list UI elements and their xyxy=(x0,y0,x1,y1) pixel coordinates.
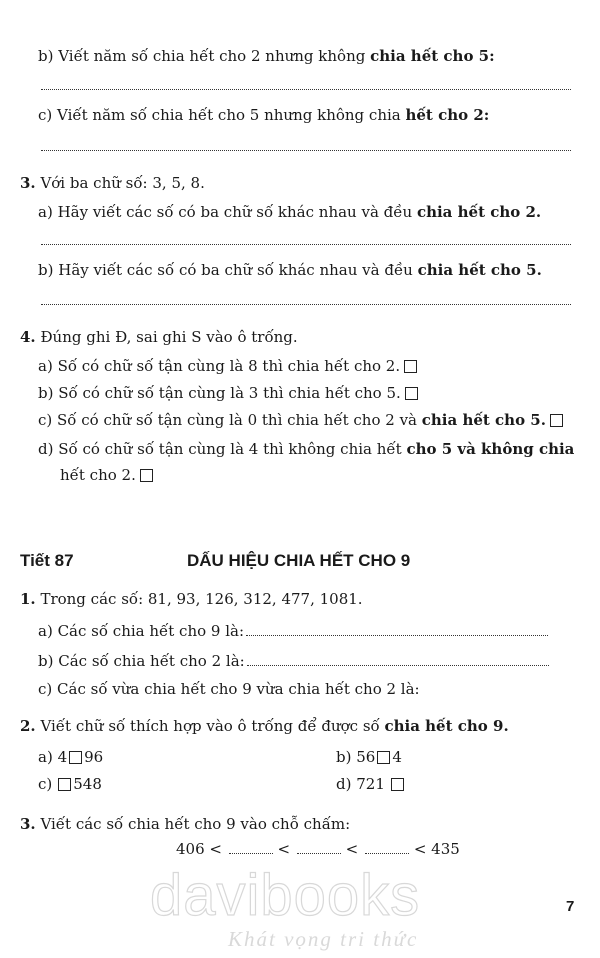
l1-b xyxy=(38,652,549,670)
answer-box-l2-b[interactable] xyxy=(377,751,390,764)
ex4-d-cont xyxy=(60,466,153,484)
ex4-title xyxy=(20,328,298,346)
l2-a-label: a) xyxy=(38,748,53,766)
answer-box-ex4-c[interactable] xyxy=(550,414,563,427)
l3-title-text: Viết các số chia hết cho 9 vào chỗ chấm: xyxy=(35,815,351,833)
ex3-b-label: b) xyxy=(38,261,54,279)
l2-title-text: Viết chữ số thích hợp vào ô trống để được số xyxy=(35,717,385,735)
l2-b-pre: 56 xyxy=(356,748,376,766)
ex2-b-bold: chia hết cho 5: xyxy=(370,47,495,65)
l1-a-label: a) xyxy=(38,622,53,640)
ex4-d-line2: hết cho 2. xyxy=(60,466,136,484)
lesson-label: Tiết 87 xyxy=(20,551,74,570)
l2-b-label: b) xyxy=(336,748,352,766)
ex4-number: 4. xyxy=(20,328,36,346)
l1-b-text: Các số chia hết cho 2 là: xyxy=(53,652,245,670)
answer-box-l2-a[interactable] xyxy=(69,751,82,764)
ex3-title-text: Với ba chữ số: 3, 5, 8. xyxy=(35,174,205,192)
answer-line-ex2-b[interactable] xyxy=(41,89,571,90)
answer-box-ex4-d[interactable] xyxy=(140,469,153,482)
ex3-title xyxy=(20,174,205,192)
ex4-d-bold: cho 5 và không chia xyxy=(406,440,575,458)
answer-blank-l3-3[interactable] xyxy=(365,853,409,854)
answer-box-ex4-b[interactable] xyxy=(405,387,418,400)
l3-title xyxy=(20,815,350,833)
l2-c xyxy=(38,775,102,793)
l3-start: 406 < xyxy=(176,840,222,858)
l3-inequality xyxy=(176,840,460,858)
l2-a-pre: 4 xyxy=(57,748,68,766)
l1-a-text: Các số chia hết cho 9 là: xyxy=(52,622,245,640)
ex3-a-label: a) xyxy=(38,203,53,221)
ex3-b xyxy=(38,261,542,279)
ex3-b-text: Hãy viết các số có ba chữ số khác nhau và đều xyxy=(53,261,418,279)
ex2-b-text: Viết năm số chia hết cho 2 nhưng không xyxy=(53,47,371,65)
l2-b-post: 4 xyxy=(392,748,402,766)
watermark-brand: davibooks xyxy=(150,863,421,928)
ex4-a xyxy=(38,357,417,375)
l3-number: 3. xyxy=(20,815,36,833)
ex4-b-label: b) xyxy=(38,384,54,402)
l1-c-text: Các số vừa chia hết cho 9 vừa chia hết cho 2 là: xyxy=(52,680,420,698)
ex4-b xyxy=(38,384,418,402)
page-number: 7 xyxy=(566,898,575,915)
ex4-a-text: Số có chữ số tận cùng là 8 thì chia hết cho 2. xyxy=(52,357,401,375)
answer-blank-l3-2[interactable] xyxy=(297,853,341,854)
ex4-title-text: Đúng ghi Đ, sai ghi S vào ô trống. xyxy=(35,328,298,346)
watermark-slogan: Khát vọng tri thức xyxy=(228,927,419,951)
ex3-a-bold: chia hết cho 2. xyxy=(416,203,542,221)
l1-title-text: Trong các số: 81, 93, 126, 312, 477, 1081. xyxy=(35,590,363,608)
answer-box-l2-d[interactable] xyxy=(391,778,404,791)
answer-box-l2-c[interactable] xyxy=(58,778,71,791)
answer-line-l1-a[interactable] xyxy=(246,635,548,636)
lesson-title: DẤU HIỆU CHIA HẾT CHO 9 xyxy=(187,551,411,570)
ex4-d xyxy=(38,440,574,458)
ex3-a xyxy=(38,203,541,221)
l2-c-post: 548 xyxy=(73,775,102,793)
ex4-a-label: a) xyxy=(38,357,53,375)
ex3-a-text: Hãy viết các số có ba chữ số khác nhau và đều xyxy=(52,203,417,221)
answer-blank-l3-1[interactable] xyxy=(229,853,273,854)
l1-c xyxy=(38,680,420,698)
l2-number: 2. xyxy=(20,717,36,735)
l1-c-label: c) xyxy=(38,680,53,698)
l1-title xyxy=(20,590,363,608)
ex4-c xyxy=(38,411,563,429)
ex2-c-text: Viết năm số chia hết cho 5 nhưng không chia xyxy=(52,106,406,124)
answer-line-ex2-c[interactable] xyxy=(41,150,571,151)
ex2-c-label: c) xyxy=(38,106,53,124)
ex4-c-bold: chia hết cho 5. xyxy=(421,411,546,429)
l2-a-post: 96 xyxy=(84,748,104,766)
ex4-b-text: Số có chữ số tận cùng là 3 thì chia hết cho 5. xyxy=(53,384,401,402)
l1-b-label: b) xyxy=(38,652,54,670)
ex2-b xyxy=(38,47,495,65)
l2-d-label: d) xyxy=(336,775,352,793)
ex2-c-bold: hết cho 2: xyxy=(405,106,490,124)
l2-a xyxy=(38,748,103,766)
answer-line-ex3-a[interactable] xyxy=(41,244,571,245)
l1-number: 1. xyxy=(20,590,36,608)
ex2-c xyxy=(38,106,489,124)
answer-line-ex3-b[interactable] xyxy=(41,304,571,305)
l2-b xyxy=(336,748,402,766)
answer-line-l1-b[interactable] xyxy=(247,665,549,666)
ex4-d-text: Số có chữ số tận cùng là 4 thì không chia hết xyxy=(53,440,407,458)
ex4-c-text: Số có chữ số tận cùng là 0 thì chia hết cho 2 và xyxy=(52,411,422,429)
ex3-b-bold: chia hết cho 5. xyxy=(417,261,542,279)
l2-d xyxy=(336,775,406,793)
l3-lt-2: < xyxy=(345,840,359,858)
l2-title xyxy=(20,717,509,735)
ex2-b-label: b) xyxy=(38,47,54,65)
l2-d-pre: 721 xyxy=(356,775,385,793)
answer-box-ex4-a[interactable] xyxy=(404,360,417,373)
l2-c-label: c) xyxy=(38,775,53,793)
ex3-number: 3. xyxy=(20,174,36,192)
ex4-d-label: d) xyxy=(38,440,54,458)
ex4-c-label: c) xyxy=(38,411,53,429)
l2-title-bold: chia hết cho 9. xyxy=(384,717,509,735)
l3-end: < 435 xyxy=(413,840,460,858)
l3-lt-1: < xyxy=(277,840,291,858)
l1-a xyxy=(38,622,548,640)
